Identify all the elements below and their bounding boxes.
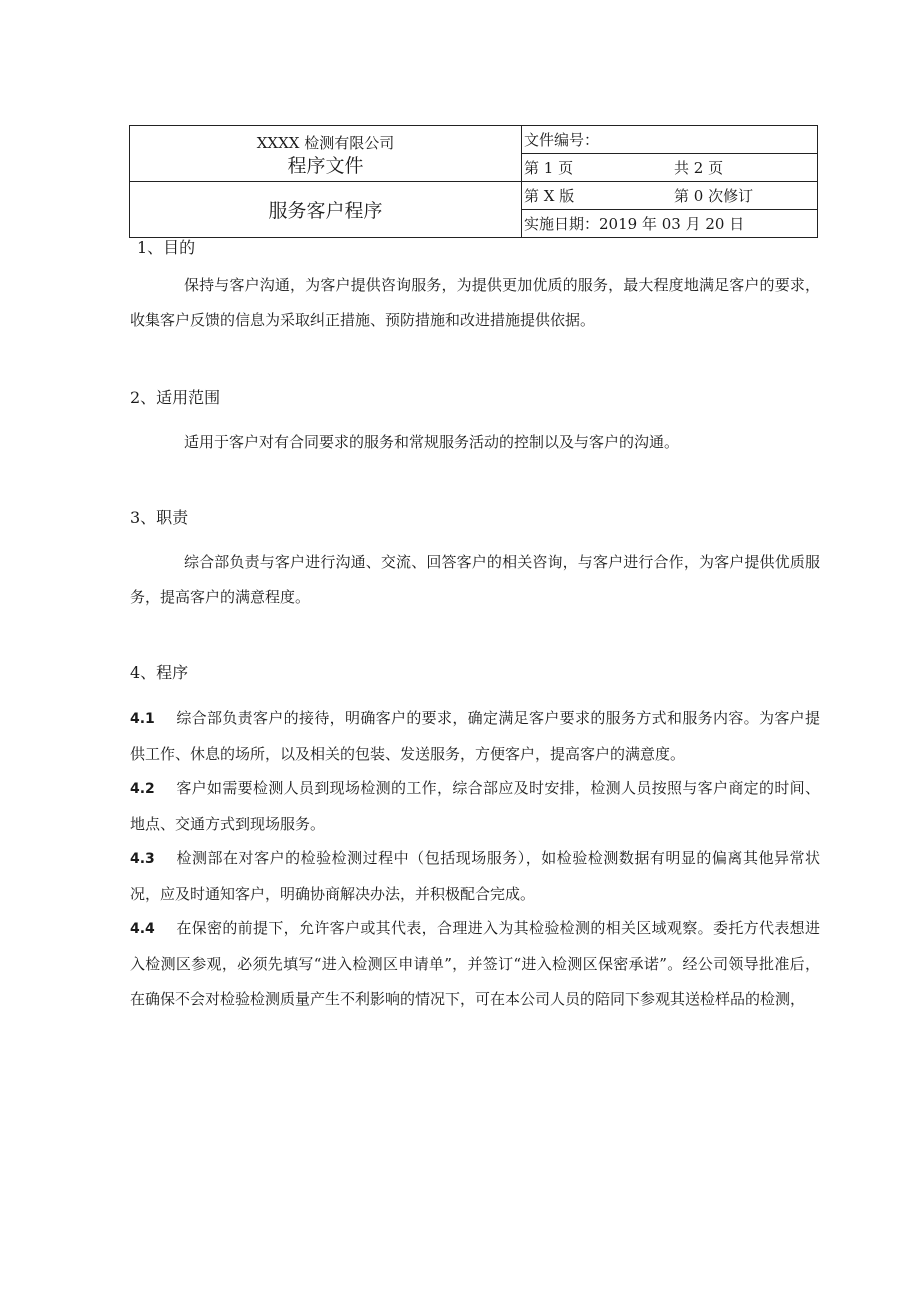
- section-heading-responsibility: 3、职责: [130, 508, 189, 527]
- effective-date: 实施日期：2019 年 03 月 20 日: [522, 210, 818, 238]
- version: 第 X 版: [524, 187, 575, 205]
- procedure-item-number: 4.2: [130, 781, 155, 797]
- file-number-label: 文件编号：: [524, 131, 600, 149]
- version-cell: [522, 182, 818, 210]
- page-info-cell: [522, 154, 818, 182]
- procedure-item-text: 综合部负责客户的接待，明确客户的要求，确定满足客户要求的服务方式和服务内容。为客户提供工作、休息的场所，以及相关的包装、发送服务，方便客户，提高客户的满意度。: [130, 709, 820, 763]
- company-cell: [130, 126, 522, 182]
- section-text-scope: 适用于客户对有合同要求的服务和常规服务活动的控制以及与客户的沟通。: [184, 433, 680, 451]
- document-header-table: [129, 125, 818, 238]
- section-text-purpose: 保持与客户沟通，为客户提供咨询服务，为提供更加优质的服务，最大程度地满足客户的要求，收集客户反馈的信息为采取纠正措施、预防措施和改进措施提供依据。: [130, 276, 820, 329]
- company-name: XXXX 检测有限公司: [256, 133, 395, 152]
- section-heading-purpose: 1、目的: [137, 238, 196, 257]
- procedure-item-text: 检测部在对客户的检验检测过程中（包括现场服务），如检验检测数据有明显的偏离其他异常状况，应及时通知客户，明确协商解决办法，并积极配合完成。: [130, 849, 820, 903]
- procedure-item: [130, 911, 820, 1017]
- document-title: 服务客户程序: [130, 182, 522, 238]
- revision: 第 0 次修订: [674, 187, 754, 205]
- document-type: 程序文件: [287, 154, 364, 177]
- procedure-item-number: 4.4: [130, 921, 155, 937]
- procedure-item-text: 在保密的前提下，允许客户或其代表，合理进入为其检验检测的相关区域观察。委托方代表想进入检测区参观，必须先填写“进入检测区申请单”，并签订“进入检测区保密承诺”。经公司领导批准后，在确保不会对检验检测质量产生不利影响的情况下，可在本公司人员的陪同下参观其送检样品的检测，: [130, 919, 820, 1008]
- procedure-item: [130, 771, 820, 842]
- procedure-item-number: 4.3: [130, 851, 155, 867]
- file-number-cell: [522, 126, 818, 154]
- page-number: 第 1 页: [524, 159, 574, 177]
- procedure-item-text: 客户如需要检测人员到现场检测的工作，综合部应及时安排，检测人员按照与客户商定的时间、地点、交通方式到现场服务。: [130, 779, 820, 833]
- section-heading-procedure: 4、程序: [130, 663, 189, 682]
- section-heading-scope: 2、适用范围: [130, 388, 221, 407]
- section-text-responsibility: 综合部负责与客户进行沟通、交流、回答客户的相关咨询，与客户进行合作，为客户提供优质服务，提高客户的满意程度。: [130, 553, 820, 606]
- procedure-item: [130, 701, 820, 772]
- page-total: 共 2 页: [674, 159, 724, 177]
- procedure-item: [130, 841, 820, 912]
- procedure-item-number: 4.1: [130, 711, 155, 727]
